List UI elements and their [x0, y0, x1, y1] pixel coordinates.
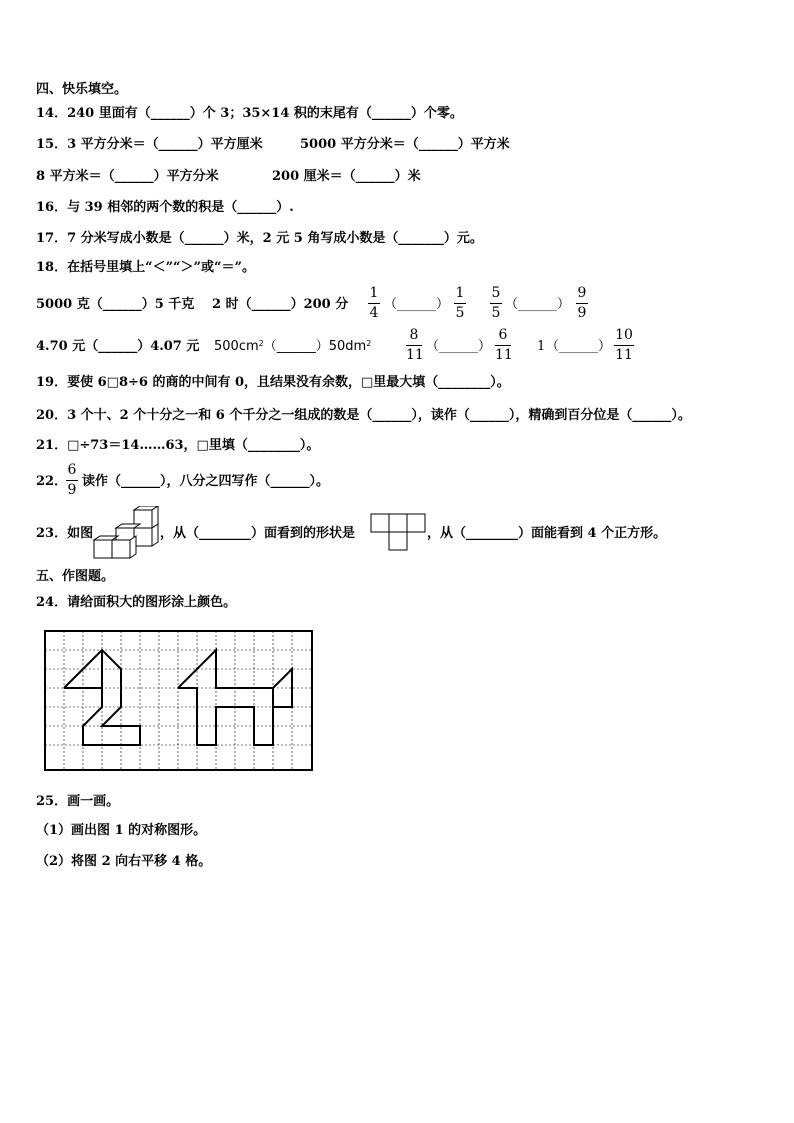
question-14: 14．240 里面有（______）个 3；35×14 积的末尾有（______）个零。: [36, 106, 463, 121]
fraction-1-5: 1 5: [455, 285, 465, 321]
question-16: 16．与 39 相邻的两个数的积是（______）.: [36, 200, 294, 215]
compare-7-blank: （______）: [426, 339, 492, 354]
cube-stack-figure: [92, 506, 160, 560]
question-23-suffix: ，从（________）面能看到 4 个正方形。: [427, 526, 667, 541]
compare-4-blank: （______）: [505, 297, 571, 312]
question-21: 21．□÷73＝14……63，□里填（________）。: [36, 438, 320, 453]
question-25-part-1: （1）画出图 1 的对称图形。: [36, 823, 207, 838]
question-15-c: 8 平方米＝（______）平方分米: [36, 169, 219, 184]
shape-grid: [44, 630, 314, 772]
question-25: 25．画一画。: [36, 794, 120, 809]
section-5-title: 五、作图题。: [36, 569, 115, 584]
question-22-number: 22．: [36, 474, 68, 489]
compare-2: 2 时（______）200 分: [212, 297, 349, 312]
question-15-d: 200 厘米＝（______）米: [272, 169, 421, 184]
section-4-title: 四、快乐填空。: [36, 82, 128, 97]
fraction-9-9: 9 9: [577, 285, 587, 321]
compare-5: 4.70 元（______）4.07 元: [36, 339, 200, 354]
question-22-text: 读作（______），八分之四写作（______）。: [82, 474, 330, 489]
question-20: 20．3 个十、2 个十分之一和 6 个千分之一组成的数是（______），读作（______），精确到百分位是（______）。: [36, 408, 691, 423]
question-17: 17．7 分米写成小数是（______）米，2 元 5 角写成小数是（_______）元。: [36, 231, 483, 246]
question-25-part-2: （2）将图 2 向右平移 4 格。: [36, 854, 212, 869]
fraction-6-11: 6 11: [495, 327, 513, 363]
compare-1: 5000 克（______）5 千克: [36, 297, 195, 312]
compare-6: $500cm^2(\_\_\_\_\_\_)50dm^2$: [214, 339, 372, 354]
compare-3-blank: （______）: [384, 297, 450, 312]
compare-8-blank: （______）: [546, 339, 612, 354]
fraction-6-9: 6 9: [67, 462, 77, 498]
fraction-10-11: 10 11: [615, 327, 633, 363]
question-23-middle: ，从（________）面看到的形状是: [160, 526, 356, 541]
fraction-5-5: 5 5: [491, 285, 501, 321]
question-24: 24．请给面积大的图形涂上颜色。: [36, 595, 237, 610]
fraction-8-11: 8 11: [406, 327, 424, 363]
view-shape-figure: [370, 513, 426, 553]
question-15-b: 5000 平方分米＝（______）平方米: [300, 137, 510, 152]
question-19: 19．要使 6□8÷6 的商的中间有 0，且结果没有余数，□里最大填（________）。: [36, 375, 510, 390]
question-15-a: 15．3 平方分米＝（______）平方厘米: [36, 137, 263, 152]
fraction-1-4: 1 4: [369, 285, 379, 321]
whole-number-1: 1: [537, 339, 546, 354]
question-23-prefix: 23．如图: [36, 526, 94, 541]
question-18: 18．在括号里填上“＜”“＞”或“＝”。: [36, 260, 255, 275]
